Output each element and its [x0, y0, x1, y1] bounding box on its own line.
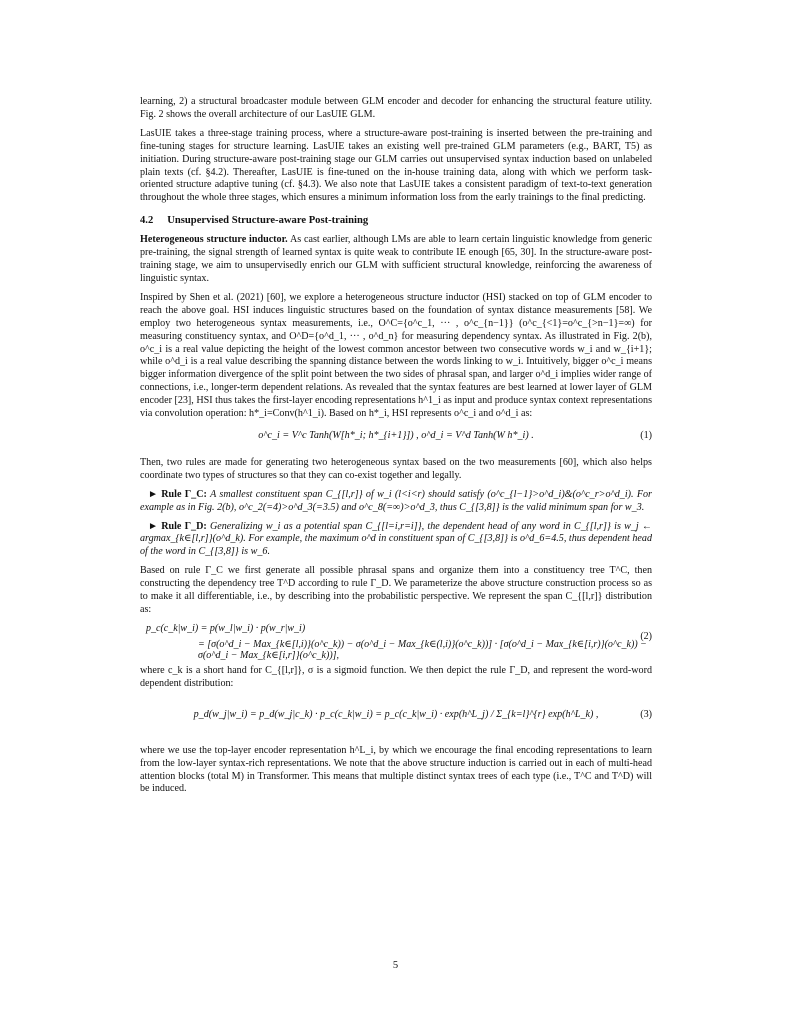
rule-dependency-body: Generalizing w_i as a potential span C_{[l=i,r=i]}, the dependent head of any word in C_{[l,r]} is w_j ← argmax_{k∈[l,r]}(o^d_k). For example, the maximum o^d in constituent span of C_{[3,8]} is o^d_6=4.5, thus dependent head of the word in C_{[3,8]} is w_6.	[140, 520, 652, 558]
section-number: 4.2	[140, 215, 154, 227]
paragraph-rules-intro: Then, two rules are made for generating two heterogeneous syntax based on the two measurements [60], which also helps coordinate two types of structures so that they can co-exist together and legally.	[140, 456, 652, 481]
paragraph-hsi-body: As cast earlier, although LMs are able to learn certain linguistic knowledge from generic pre-training, the signal strength of learned syntax is quite weak to contribute IE enough [65, 30]. In the structure-aware post-training stage, we aim to unsupervisedly enrich our GLM with sufficient structural knowledge, reinforcing the awareness of linguistic syntax.	[140, 234, 652, 284]
paragraph-hsi-intro	[140, 234, 652, 286]
paragraph-lead: Heterogeneous structure inductor.	[140, 234, 288, 246]
section-heading	[140, 215, 652, 226]
page-number: 5	[392, 960, 399, 971]
paragraph-architecture: learning, 2) a structural broadcaster module between GLM encoder and decoder for enhancing the structural feature utility. Fig. 2 shows the overall architecture of our LasUIE GLM.	[140, 96, 652, 120]
paper-page	[140, 96, 652, 802]
rule-constituency-lead: ► Rule Γ_C:	[148, 488, 207, 500]
paragraph-dependency-distribution: where c_k is a short hand for C_{[l,r]}, σ is a sigmoid function. We then depict the rule Γ_D, and represent the word-word dependent distribution:	[140, 664, 652, 689]
equation-2-line-1: p_c(c_k|w_i) = p(w_l|w_i) · p(w_r|w_i)	[146, 622, 306, 634]
rule-dependency	[140, 521, 652, 560]
paragraph-training-stages: LasUIE takes a three-stage training process, where a structure-aware post-training is inserted between the pre-training and fine-tuning stages for structure learning. LasUIE takes an existing well pre-trained GLM parameters (e.g., BART, T5) as initiation. During structure-aware post-training stage our GLM carries out unsupervised syntax induction based on unlabeled plain texts (cf. §4.2). Thereafter, LasUIE is fine-tuned on the in-house training data, along with which we perform task-oriented structure adaptive tuning (cf. §4.3). We also note that LasUIE takes a consistent paradigm of text-to-text generation throughout the whole three stages, which ensures a minimum information loss from the early trainings to the final predicting.	[140, 127, 652, 204]
paragraph-tree-construction: Based on rule Γ_C we first generate all possible phrasal spans and organize them into a constituency tree T^C, then constructing the dependency tree T^D according to rule Γ_D. We parameterize the above structure construction process so as to make it all differentiable, i.e., by describing into the probabilistic perspective. We represent the span C_{[l,r]} distribution as:	[140, 565, 652, 615]
equation-3-body: p_d(w_j|w_i) = p_d(w_j|c_k) · p_c(c_k|w_i) = p_c(c_k|w_i) · exp(h^L_j) / Σ_{k=l}^{r} exp(h^L_k) ,	[193, 708, 599, 720]
rule-dependency-lead: ► Rule Γ_D:	[148, 520, 207, 532]
rule-constituency-body: A smallest constituent span C_{[l,r]} of w_i (l<i<r) should satisfy (o^c_{l−1}>o^d_i)&(o^c_r>o^d_i). For example as in Fig. 2(b), o^c_2(=4)>o^d_3(=3.5) and o^c_8(=∞)>o^d_3, thus C_{[3,8]} is the valid minimum span for w_3.	[140, 488, 652, 513]
equation-1-tag: (1)	[640, 429, 652, 441]
equation-2-line-2: = [σ(o^d_i − Max_{k∈[l,i)}(o^c_k)) − σ(o^d_i − Max_{k∈(l,i)}(o^c_k))] · [σ(o^d_i − Max_{k∈[i,r)}(o^c_k)) − σ(o^d_i − Max_{k∈[i,r]}(o^c_k))],	[198, 638, 647, 661]
equation-1-body: o^c_i = V^c Tanh(W[h*_i; h*_{i+1}]) , o^d_i = V^d Tanh(W h*_i) .	[258, 429, 534, 441]
paragraph-hsi-details: Inspired by Shen et al. (2021) [60], we explore a heterogeneous structure inductor (HSI) stacked on top of GLM encoder to reach the above goal. HSI induces linguistic structures based on the foundation of syntax distance measurements [58]. We employ two heterogeneous syntax measurements, i.e., O^C={o^c_1, ··· , o^c_{n−1}} (o^c_{<1}=o^c_{>n−1}=∞) for measuring constituency syntax, and O^D={o^d_1, ··· , o^d_n} for measuring dependency syntax. As illustrated in Fig. 2(b), o^c_i is a real value depicting the height of the lowest common ancestor between two consecutive words w_i and w_{i+1}; while o^d_i is a real value describing the spanning distance between the words linking to w_i. Intuitively, bigger o^c_i means bigger information divergence of the split point between the two sides of phrasal span, and larger o^d_i implies wider range of connections, i.e., longer-term dependent relations. As revealed that the syntax features are best learned at lower layer of GLM encoder [23], HSI thus takes the first-layer encoding representations h^1_i as input and produce syntax context representations via convolution operation: h*_i=Conv(h^1_i). Based on h*_i, HSI represents o^c_i and o^d_i as:	[140, 291, 652, 420]
equation-3	[140, 697, 652, 737]
equation-1	[140, 427, 652, 449]
equation-3-tag: (3)	[640, 708, 652, 720]
section-title: Unsupervised Structure-aware Post-training	[167, 215, 369, 227]
paragraph-top-layer: where we use the top-layer encoder representation h^L_i, by which we encourage the final encoding representations to learn from the low-layer syntax-rich representations. We note that the above structure induction is carried out in each of multi-head attention blocks (total M) in Transformer. This means that multiple distinct syntax trees of each type (i.e., T^C and T^D) will be induced.	[140, 744, 652, 795]
equation-2	[140, 623, 652, 659]
rule-constituency	[140, 489, 652, 515]
equation-2-tag: (2)	[640, 630, 652, 642]
